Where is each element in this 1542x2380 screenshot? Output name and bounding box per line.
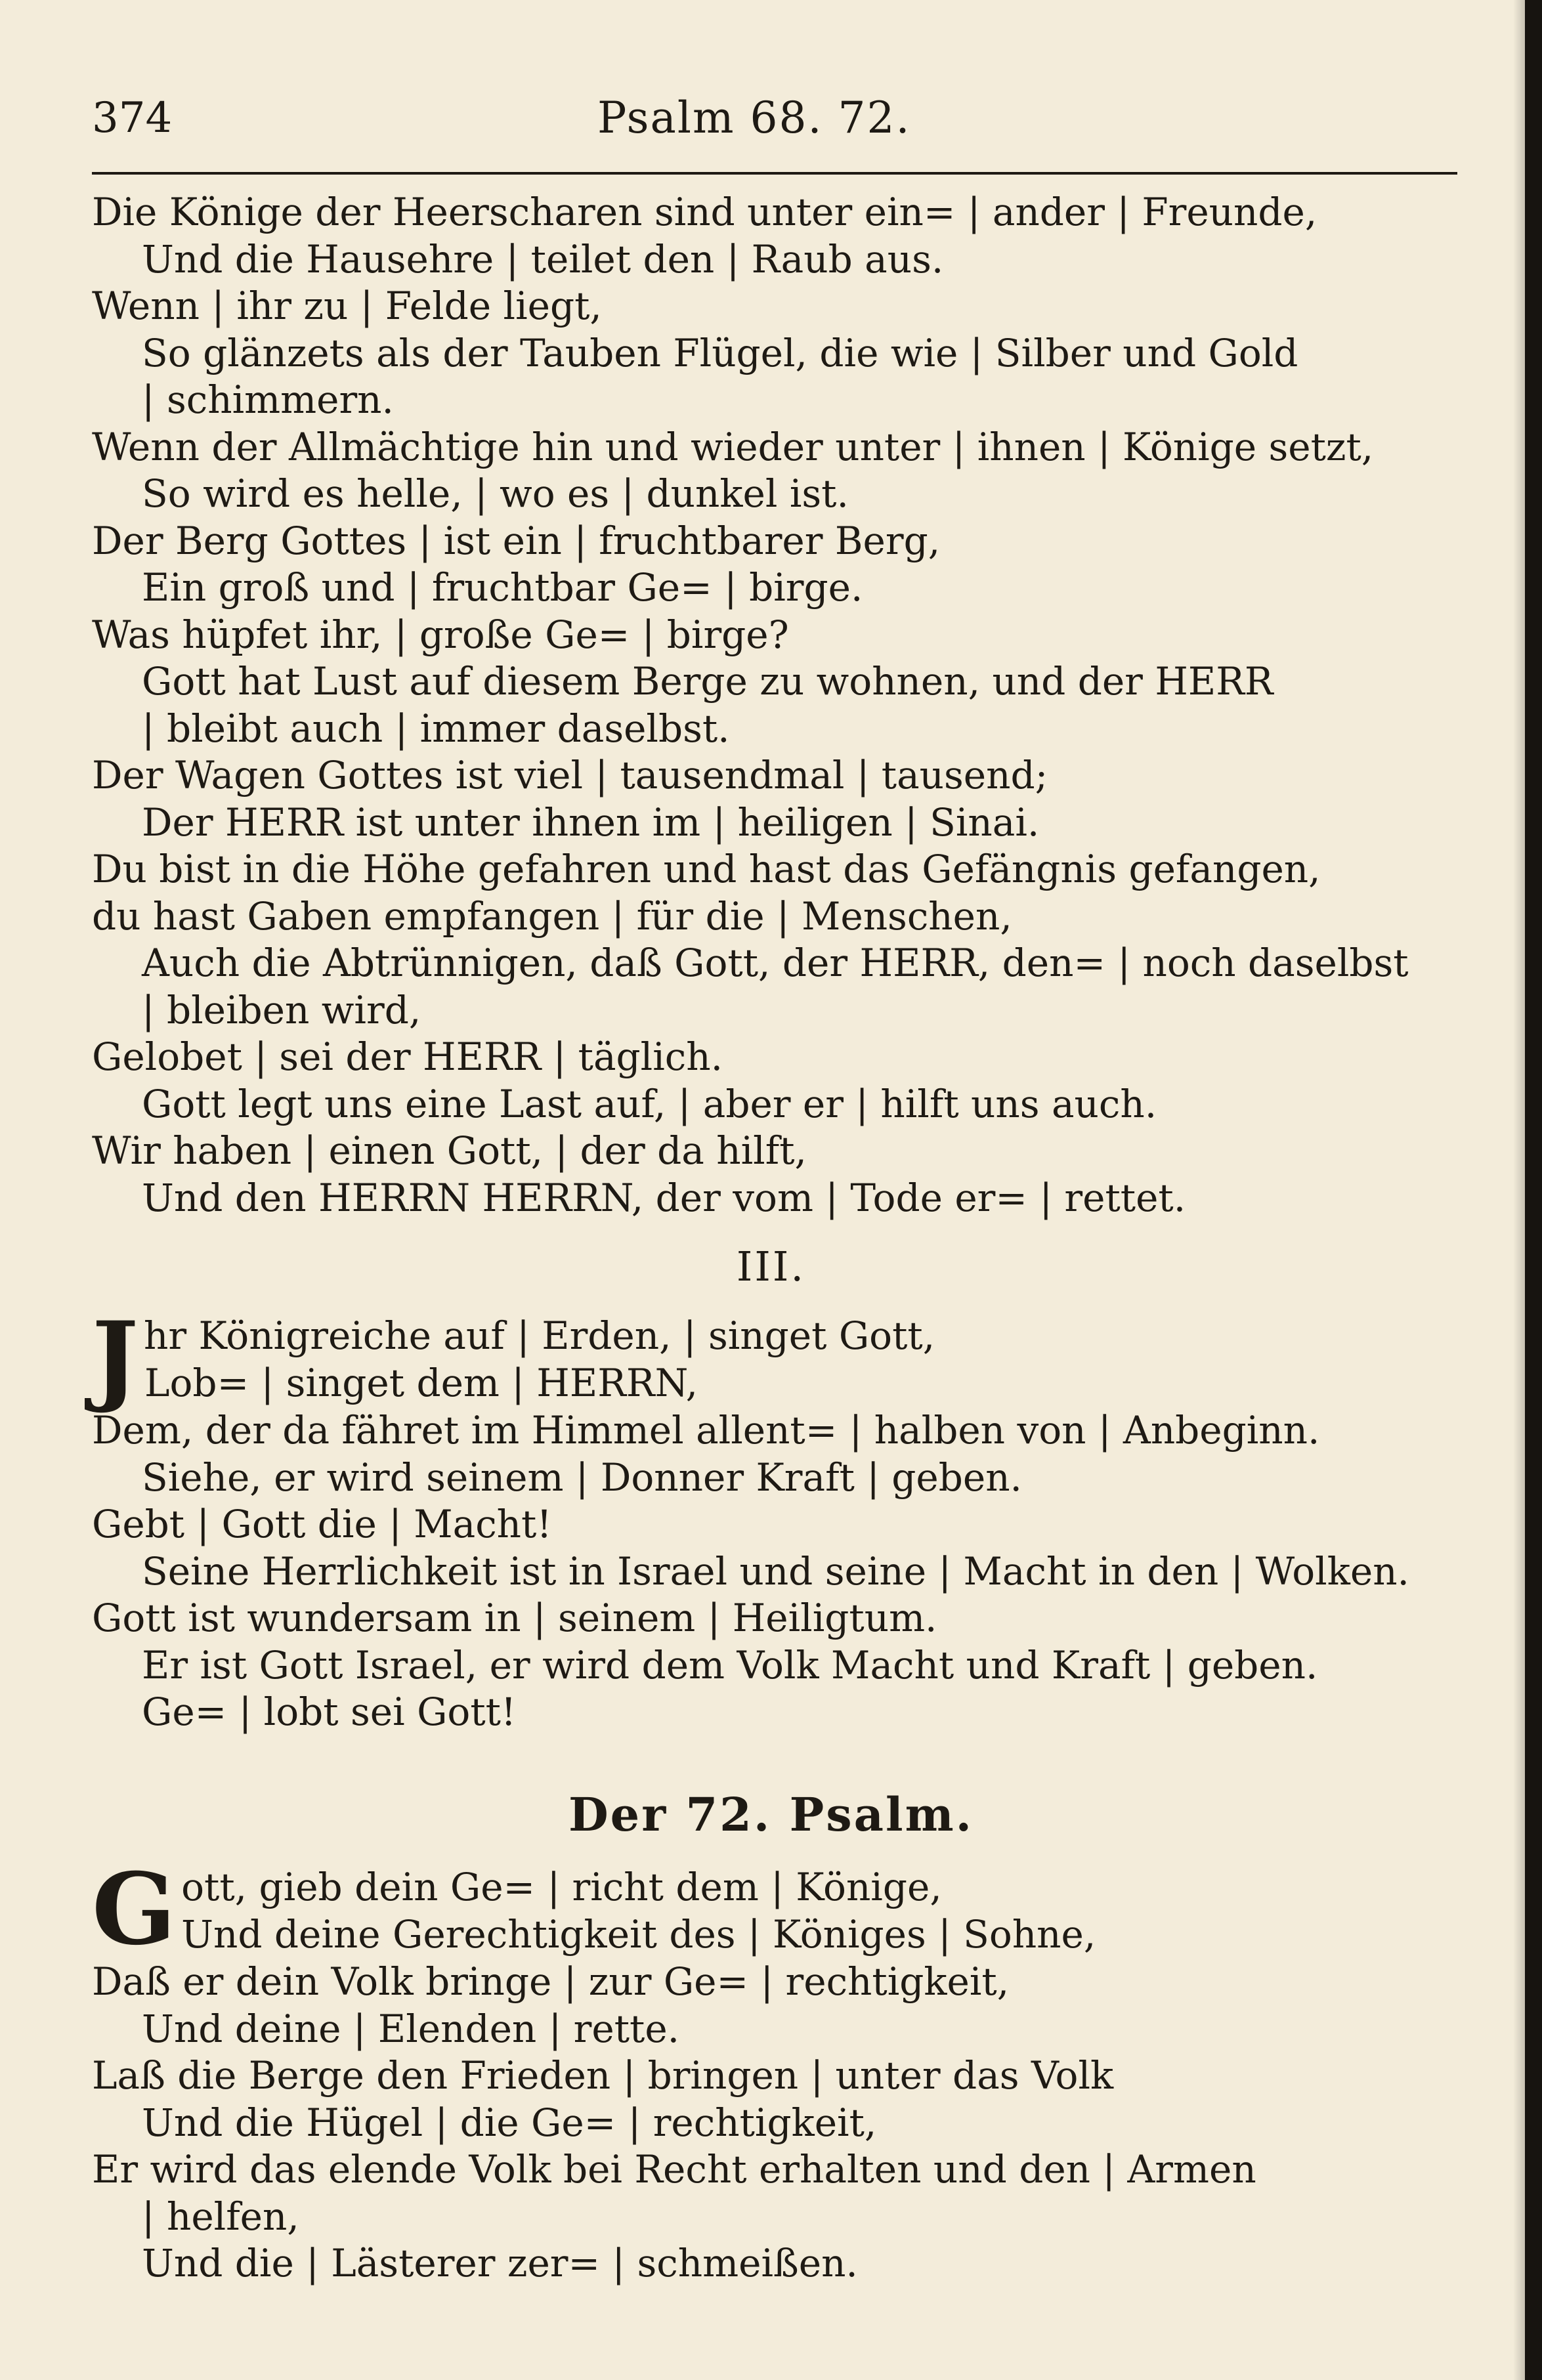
- verse-line: So wird es helle, | wo es | dunkel ist.: [142, 471, 849, 516]
- verse-line: Gott hat Lust auf diesem Berge zu wohnen, und der HERR: [142, 659, 1274, 704]
- verse-line: Daß er dein Volk bringe | zur Ge= | rechtigkeit,: [92, 1959, 1010, 2004]
- verse-line: | schimmern.: [142, 377, 394, 422]
- page-header: [92, 92, 1444, 144]
- verse-line: Gott ist wundersam in | seinem | Heiligtum.: [92, 1596, 937, 1640]
- verse-line: Dem, der da fähret im Himmel allent= | halben von | Anbeginn.: [92, 1408, 1320, 1453]
- verse-line: Und die Hügel | die Ge= | rechtigkeit,: [142, 2100, 877, 2145]
- verse-line: Die Könige der Heerscharen sind unter ein= | ander | Freunde,: [92, 190, 1317, 234]
- verse-line: Ein groß und | fruchtbar Ge= | birge.: [142, 565, 863, 610]
- verse-line: Siehe, er wird seinem | Donner Kraft | geben.: [142, 1455, 1022, 1500]
- verse-line: Lob= | singet dem | HERRN,: [144, 1360, 698, 1405]
- verse-line: Er wird das elende Volk bei Recht erhalten und den | Armen: [92, 2147, 1256, 2192]
- verse-line: Der HERR ist unter ihnen im | heiligen | Sinai.: [142, 799, 1040, 845]
- verse-line: Was hüpfet ihr, | große Ge= | birge?: [92, 612, 789, 657]
- verse-line: Wenn | ihr zu | Felde liegt,: [92, 284, 602, 328]
- verse-line: Wir haben | einen Gott, | der da hilft,: [92, 1128, 807, 1173]
- verse-line: Und den HERRN HERRN, der vom | Tode er= | rettet.: [142, 1175, 1186, 1220]
- verse-line: Und deine Gerechtigkeit des | Königes | Sohne,: [181, 1911, 1096, 1957]
- page-edge: [1525, 0, 1542, 2380]
- psalm-title: Der 72. Psalm.: [568, 1787, 974, 1842]
- psalm-72-text: [92, 1852, 1477, 2287]
- verse-line: Ge= | lobt sei Gott!: [142, 1689, 517, 1734]
- verse-line: Gelobet | sei der HERR | täglich.: [92, 1034, 723, 1079]
- verse-line: Seine Herrlichkeit ist in Israel und seine | Macht in den | Wolken.: [142, 1548, 1409, 1594]
- verse-line: Und die | Lästerer zer= | schmeißen.: [142, 2241, 858, 2285]
- verse-line: du hast Gaben empfangen | für die | Menschen,: [92, 893, 1012, 939]
- running-title: Psalm 68. 72.: [597, 93, 911, 143]
- verse-line: hr Königreiche auf | Erden, | singet Gott,: [143, 1313, 935, 1358]
- psalm-68-part-three: [92, 1300, 1477, 1736]
- verse-line: | bleiben wird,: [142, 987, 421, 1032]
- verse-line: Gebt | Gott die | Macht!: [92, 1502, 552, 1546]
- verse-line: Und deine | Elenden | rette.: [142, 2006, 680, 2051]
- section-numeral: III.: [736, 1243, 806, 1290]
- verse-line: Laß die Berge den Frieden | bringen | unter das Volk: [92, 2053, 1114, 2098]
- header-rule: [92, 172, 1457, 175]
- dropcap-paragraph: [92, 1300, 1477, 1416]
- verse-line: Er ist Gott Israel, er wird dem Volk Macht und Kraft | geben.: [142, 1642, 1318, 1688]
- verse-line: Du bist in die Höhe gefahren und hast das Gefängnis gefangen,: [92, 847, 1321, 891]
- verse-line: So glänzets als der Tauben Flügel, die wie | Silber und Gold: [142, 330, 1298, 375]
- page-number: 374: [92, 94, 173, 142]
- verse-line: | bleibt auch | immer daselbst.: [142, 706, 730, 751]
- verse-line: Und die Hausehre | teilet den | Raub aus.: [142, 236, 944, 282]
- verse-line: Gott legt uns eine Last auf, | aber er | hilft uns auch.: [142, 1081, 1157, 1126]
- verse-line: Wenn der Allmächtige hin und wieder unter | ihnen | Könige setzt,: [92, 424, 1374, 469]
- psalm-68-continuation: [92, 189, 1477, 1222]
- drop-cap: J: [92, 1300, 139, 1416]
- verse-line: Der Berg Gottes | ist ein | fruchtbarer Berg,: [92, 518, 941, 563]
- verse-line: Der Wagen Gottes ist viel | tausendmal | tausend;: [92, 753, 1048, 797]
- drop-cap: G: [92, 1852, 177, 1967]
- verse-line: ott, gieb dein Ge= | richt dem | Könige,: [181, 1865, 942, 1909]
- page-edge-shadow: [1513, 0, 1525, 2380]
- dropcap-paragraph: [92, 1852, 1477, 1967]
- verse-line: | helfen,: [142, 2194, 299, 2239]
- verse-line: Auch die Abtrünnigen, daß Gott, der HERR, den= | noch daselbst: [142, 941, 1409, 985]
